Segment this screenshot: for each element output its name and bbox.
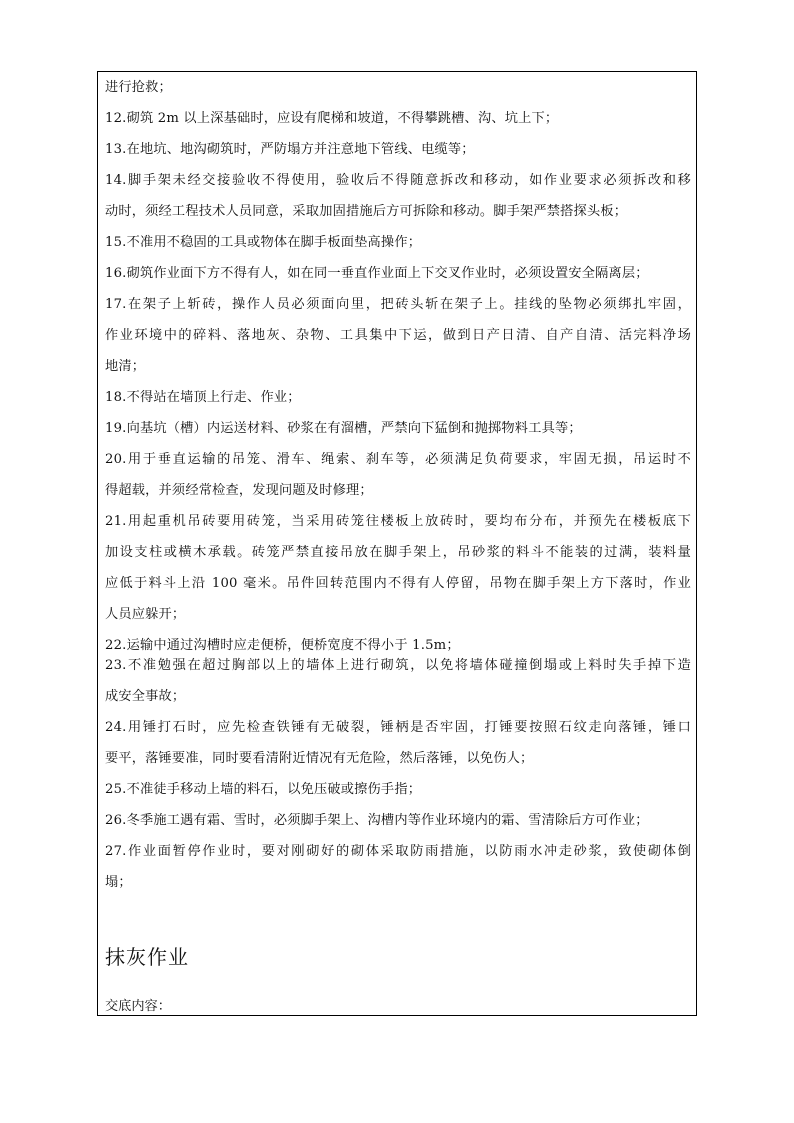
rule-line: 13.在地坑、地沟砌筑时，严防塌方并注意地下管线、电缆等； xyxy=(105,142,475,157)
rule-item xyxy=(105,110,691,128)
rule-line: 动时，须经工程技术人员同意，采取加固措施后方可拆除和移动。脚手架严禁搭探头板； xyxy=(105,204,628,219)
rule-line: 作业环境中的碎料、落地灰、杂物、工具集中下运，做到日产日清、自产自清、活完料净场 xyxy=(105,328,691,343)
rule-line: 27.作业面暂停作业时，要对刚砌好的砌体采取防雨措施，以防雨水冲走砂浆，致使砌体倒 xyxy=(105,844,691,859)
rule-item xyxy=(105,812,691,830)
rule-item xyxy=(105,296,691,376)
rule-item xyxy=(105,389,691,407)
rule-item xyxy=(105,451,691,500)
rule-item xyxy=(105,843,691,892)
rule-item xyxy=(105,719,691,768)
rule-item xyxy=(105,781,691,799)
rule-line: 18.不得站在墙顶上行走、作业； xyxy=(105,390,301,405)
rule-line: 19.向基坑（槽）内运送材料、砂浆在有溜槽，严禁向下猛倒和抛掷物料工具等； xyxy=(105,421,582,436)
rule-line: 进行抢救； xyxy=(105,80,172,95)
rule-line: 塌； xyxy=(105,875,132,890)
rule-item xyxy=(105,265,691,283)
rule-line: 地清； xyxy=(105,359,146,374)
rule-line: 15.不准用不稳固的工具或物体在脚手板面垫高操作； xyxy=(105,235,422,250)
rule-line: 加设支柱或横木承载。砖笼严禁直接吊放在脚手架上，吊砂浆的料斗不能装的过满，装料量 xyxy=(105,545,691,560)
rule-item xyxy=(105,79,691,97)
rule-line: 26.冬季施工遇有霜、雪时，必须脚手架上、沟槽内等作业环境内的霜、雪清除后方可作业； xyxy=(105,813,649,828)
rule-line: 24.用锤打石时，应先检查铁锤有无破裂，锤柄是否牢固，打锤要按照石纹走向落锤，锤口 xyxy=(105,720,691,735)
rule-line: 人员应躲开； xyxy=(105,607,186,622)
rule-item xyxy=(105,234,691,252)
rule-line: 12.砌筑 2m 以上深基础时，应设有爬梯和坡道，不得攀跳槽、沟、坑上下； xyxy=(105,111,559,126)
rule-line: 14.脚手架未经交接验收不得使用，验收后不得随意拆改和移动，如作业要求必须拆改和移 xyxy=(105,173,691,188)
rule-item xyxy=(105,420,691,438)
rule-line: 21.用起重机吊砖要用砖笼，当采用砖笼往楼板上放砖时，要均布分布，并预先在楼板底下 xyxy=(105,514,691,529)
rule-line: 17.在架子上斩砖，操作人员必须面向里，把砖头斩在架子上。挂线的坠物必须绑扎牢固， xyxy=(105,297,691,312)
rule-item xyxy=(105,172,691,221)
rule-line: 要平，落锤要准，同时要看清附近情况有无危险，然后落锤，以免伤人； xyxy=(105,751,534,766)
rule-line: 应低于料斗上沿 100 毫米。吊件回转范围内不得有人停留，吊物在脚手架上方下落时，作业 xyxy=(105,576,691,591)
rule-item xyxy=(105,637,691,655)
document-content xyxy=(105,79,691,1016)
rule-line: 23.不准勉强在超过胸部以上的墙体上进行砌筑，以免将墙体碰撞倒塌或上料时失手掉下造 xyxy=(105,658,691,673)
rule-line: 得超载，并须经常检查，发现问题及时修理； xyxy=(105,483,373,498)
safety-rules-list xyxy=(105,79,691,892)
rule-line: 成安全事故； xyxy=(105,689,186,704)
document-frame xyxy=(97,71,697,1016)
rule-item xyxy=(105,141,691,159)
rule-line: 25.不准徒手移动上墙的料石，以免压破或擦伤手指； xyxy=(105,782,422,797)
intro-label: 交底内容： xyxy=(105,999,171,1014)
rule-line: 22.运输中通过沟槽时应走便桥，便桥宽度不得小于 1.5m； xyxy=(105,638,460,653)
rule-item xyxy=(105,513,691,624)
section-heading: 抹灰作业 xyxy=(105,945,189,969)
rule-item xyxy=(105,657,691,706)
rule-line: 16.砌筑作业面下方不得有人，如在同一垂直作业面上下交叉作业时，必须设置安全隔离层； xyxy=(105,266,649,281)
rule-line: 20.用于垂直运输的吊笼、滑车、绳索、刹车等，必须满足负荷要求，牢固无损，吊运时不 xyxy=(105,452,691,467)
